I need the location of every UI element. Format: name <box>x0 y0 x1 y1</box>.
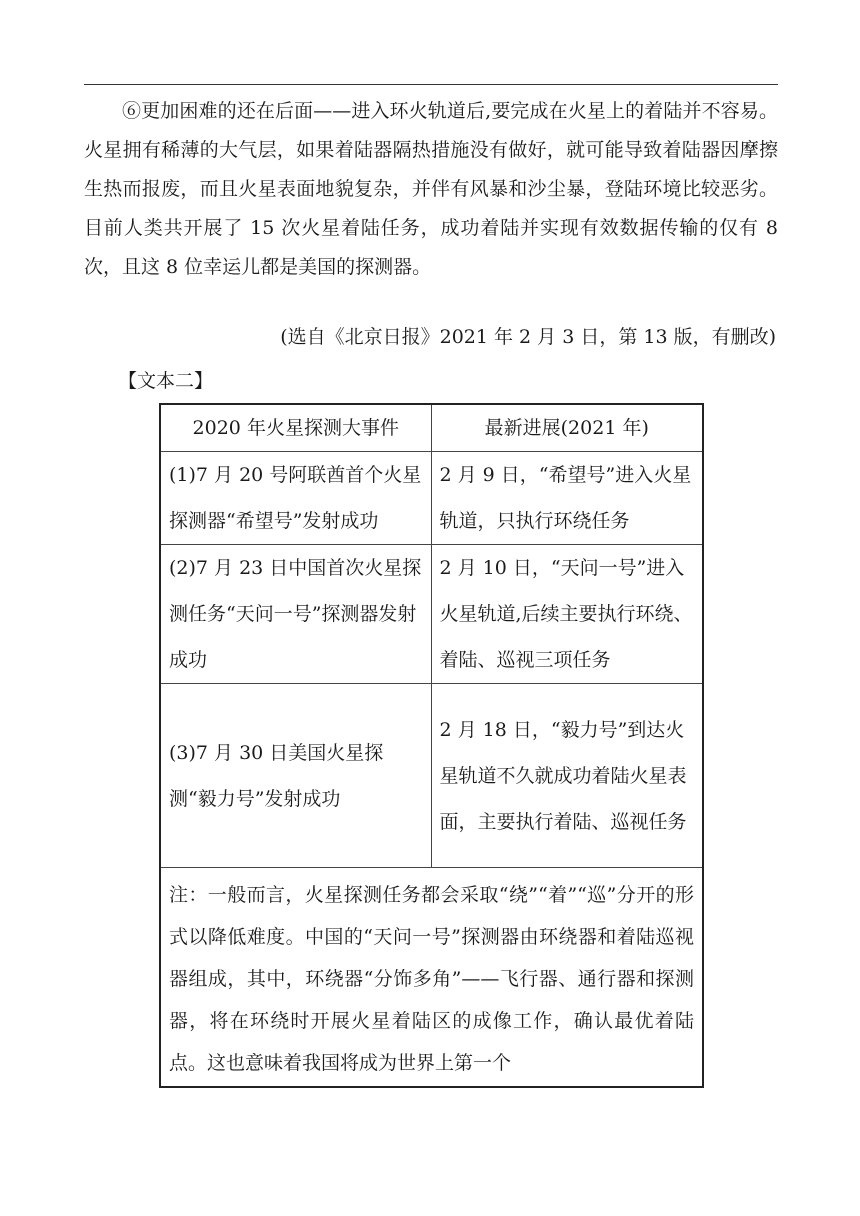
progress-cell: 2 月 18 日，“毅力号”到达火星轨道不久就成功着陆火星表面，主要执行着陆、巡视任务 <box>431 684 703 868</box>
source-citation: (选自《北京日报》2021 年 2 月 3 日，第 13 版，有删改) <box>280 326 776 348</box>
table-row <box>160 452 703 545</box>
paragraph-six: ⑥更加困难的还在后面——进入环火轨道后,要完成在火星上的着陆并不容易。火星拥有稀薄的大气层，如果着陆器隔热措施没有做好，就可能导致着陆器因摩擦生热而报废，而且火星表面地貌复杂，并伴有风暴和沙尘暴，登陆环境比较恶劣。目前人类共开展了 15 次火星着陆任务，成功着陆并实现有效数据传输的仅有 8 次，且这 8 位幸运儿都是美国的探测器。 <box>84 100 778 278</box>
header-progress: 最新进展(2021 年) <box>431 404 703 452</box>
event-cell: (1)7 月 20 号阿联酋首个火星探测器“希望号”发射成功 <box>160 452 431 545</box>
table-header-row <box>160 404 703 452</box>
table-row <box>160 684 703 868</box>
mars-events-table <box>159 403 704 1088</box>
table-row <box>160 868 703 1088</box>
table-row <box>160 545 703 684</box>
progress-cell: 2 月 10 日，“天问一号”进入火星轨道,后续主要执行环绕、着陆、巡视三项任务 <box>431 545 703 684</box>
progress-cell: 2 月 9 日，“希望号”进入火星轨道，只执行环绕任务 <box>431 452 703 545</box>
event-cell: (3)7 月 30 日美国火星探测“毅力号”发射成功 <box>160 684 431 868</box>
event-cell: (2)7 月 23 日中国首次火星探测任务“天问一号”探测器发射成功 <box>160 545 431 684</box>
header-events: 2020 年火星探测大事件 <box>160 404 431 452</box>
section-label-text-two: 【文本二】 <box>118 370 214 392</box>
top-rule <box>84 84 778 85</box>
note-cell: 注：一般而言，火星探测任务都会采取“绕”“着”“巡”分开的形式以降低难度。中国的“天问一号”探测器由环绕器和着陆巡视器组成，其中，环绕器“分饰多角”——飞行器、通行器和探测器，将在环绕时开展火星着陆区的成像工作，确认最优着陆点。这也意味着我国将成为世界上第一个 <box>160 868 703 1088</box>
